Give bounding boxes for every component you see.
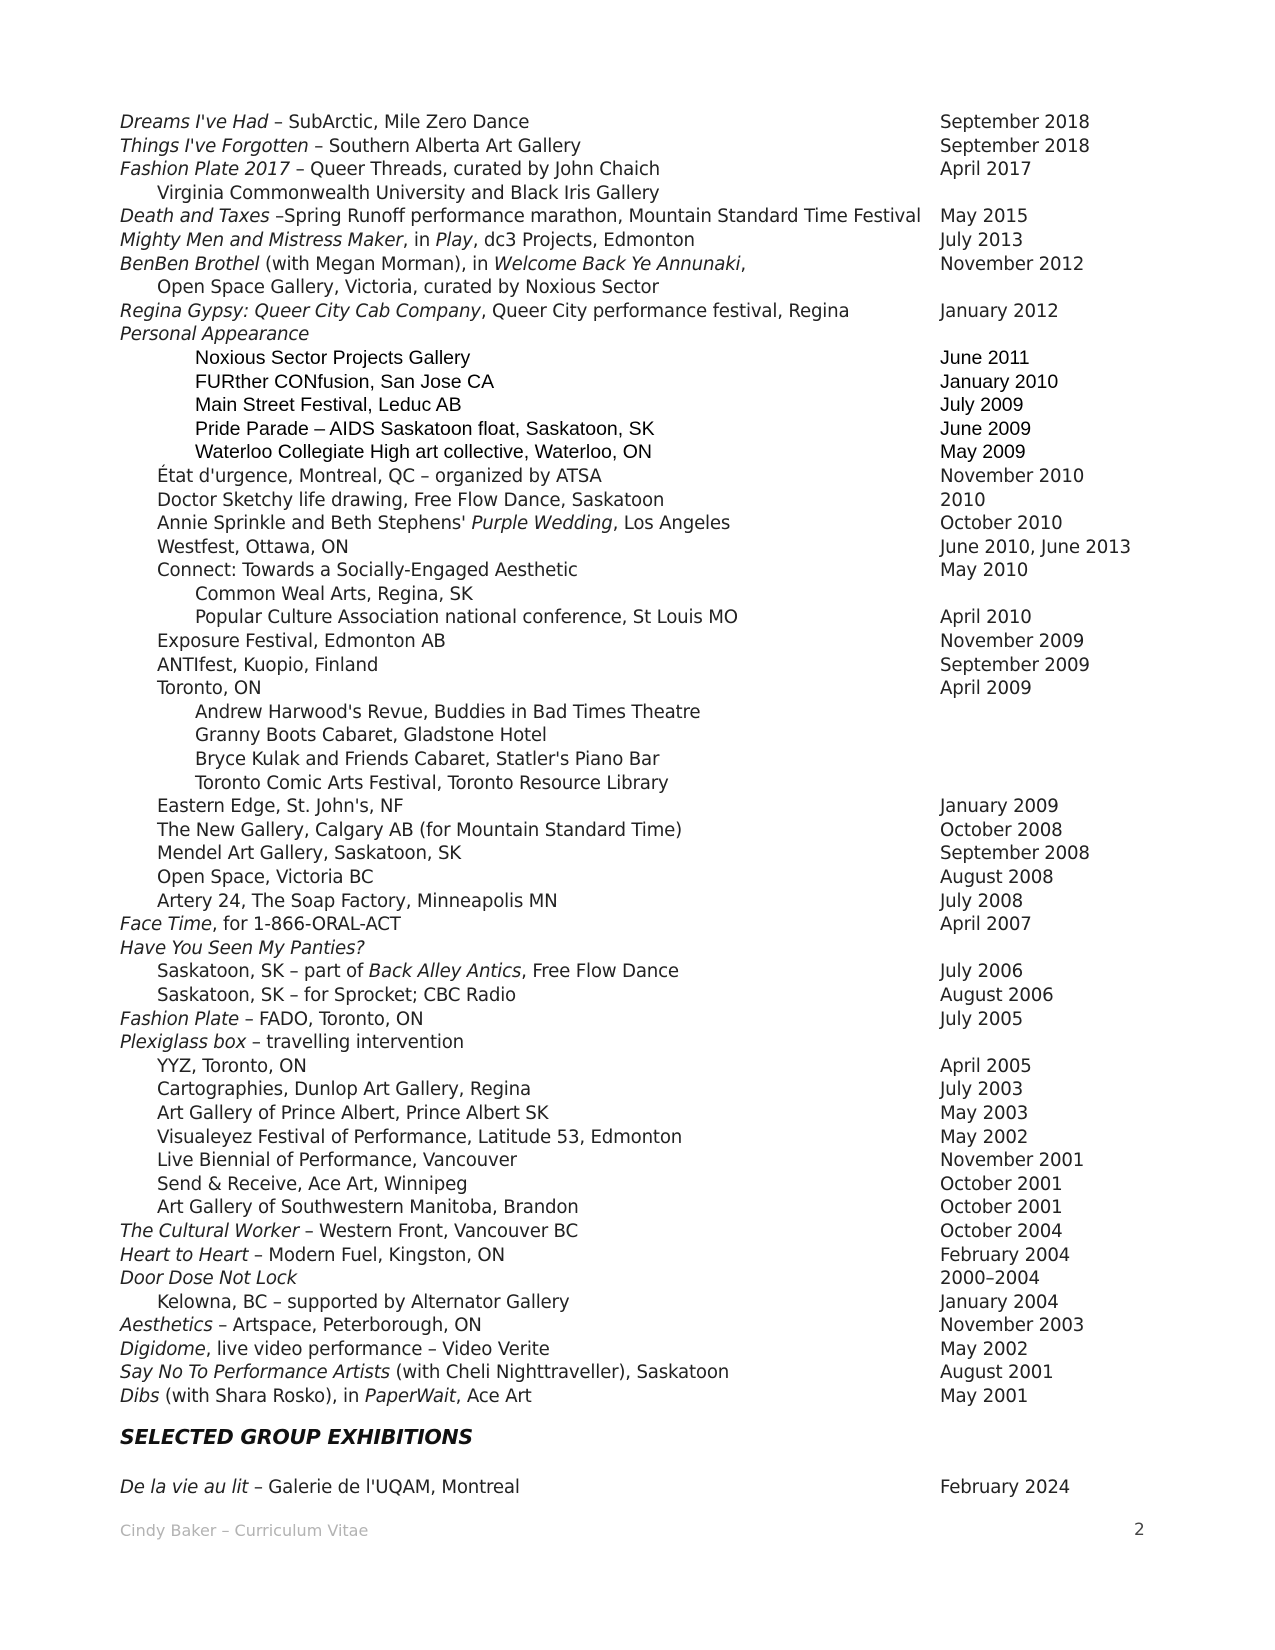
list-item (120, 1173, 1180, 1197)
entry-title-part: , Los Angeles (612, 513, 731, 535)
list-item (120, 819, 1180, 843)
entry-title (157, 1126, 682, 1150)
entry-date: October 2008 (940, 819, 1063, 841)
entry-title (157, 1291, 569, 1315)
list-item (120, 1031, 1180, 1055)
entry-title (195, 418, 655, 442)
entry-title-italic-part: Purple Wedding (471, 513, 613, 535)
entry-date: June 2011 (940, 346, 1030, 369)
entry-title-part: , Queer City performance festival, Regina (480, 300, 850, 322)
entry-title-italic-part: Fashion Plate 2017 (120, 159, 291, 181)
entry-title (195, 583, 473, 607)
entry-title-part: Noxious Sector Projects Gallery (195, 346, 471, 369)
entry-title-part: – Artspace, Peterborough, ON (212, 1315, 482, 1337)
entry-title-part: – Southern Alberta Art Gallery (308, 135, 581, 157)
entry-title-italic-part: The Cultural Worker (120, 1220, 299, 1242)
entry-title-italic-part: Death and Taxes (120, 206, 270, 228)
entry-title (195, 606, 738, 630)
list-item (120, 1244, 1180, 1268)
entry-title-part: Virginia Commonwealth University and Black Iris Gallery (157, 182, 660, 204)
entry-title-part: , for 1-866-ORAL-ACT (211, 914, 401, 936)
entry-title-part: Open Space, Victoria BC (157, 867, 374, 888)
entry-title (195, 394, 462, 418)
entry-title-part: Westfest, Ottawa, ON (157, 536, 349, 558)
entry-title-italic-part: Aesthetics (120, 1315, 213, 1337)
entry-title-part: Visualeyez Festival of Performance, Latitude 53, Edmonton (157, 1126, 683, 1148)
performance-list (120, 111, 1180, 1409)
entry-title-italic-part: PaperWait (364, 1386, 456, 1408)
entry-title-part: FURther CONfusion, San Jose CA (195, 370, 495, 393)
entry-title-part: Eastern Edge, St. John's, NF (157, 796, 404, 818)
entry-title-part: ANTIfest, Kuopio, Finland (157, 654, 379, 676)
entry-date: November 2012 (940, 253, 1085, 275)
entry-title (120, 1338, 550, 1362)
entry-title (120, 1476, 520, 1500)
entry-title-part: Artery 24, The Soap Factory, Minneapolis MN (157, 890, 558, 912)
entry-title-part: Saskatoon, SK – for Sprocket; CBC Radio (157, 984, 516, 1006)
list-item (120, 1008, 1180, 1032)
list-item (120, 1149, 1180, 1173)
list-item (120, 960, 1180, 984)
entry-date: July 2005 (940, 1008, 1023, 1030)
entry-title-part: Bryce Kulak and Friends Cabaret, Statler's Piano Bar (195, 749, 660, 771)
entry-title (120, 253, 746, 277)
list-item (120, 1102, 1180, 1126)
entry-date: February 2004 (940, 1244, 1071, 1266)
entry-title (120, 1220, 578, 1244)
list-item (120, 1267, 1180, 1291)
entry-title (120, 158, 660, 182)
entry-title-part: – FADO, Toronto, ON (239, 1008, 424, 1030)
entry-title (157, 842, 461, 866)
entry-date: 2000–2004 (940, 1268, 1040, 1290)
list-item (120, 606, 1180, 630)
entry-title-part: Art Gallery of Prince Albert, Prince Albert SK (157, 1102, 549, 1124)
entry-date: May 2009 (940, 441, 1026, 464)
entry-date: August 2001 (940, 1362, 1054, 1384)
entry-date: February 2024 (940, 1477, 1071, 1498)
entry-title-italic-part: Digidome (120, 1338, 206, 1360)
entry-title (157, 866, 373, 890)
entry-title (157, 1196, 579, 1220)
list-item (120, 701, 1180, 725)
entry-title-part: – Western Front, Vancouver BC (299, 1220, 579, 1242)
entry-title (120, 300, 849, 324)
list-item (120, 418, 1180, 442)
list-item (120, 630, 1180, 654)
entry-title-italic-part: BenBen Brothel (120, 253, 260, 275)
entry-title (157, 1149, 517, 1173)
entry-title (157, 489, 664, 513)
entry-title-part: Mendel Art Gallery, Saskatoon, SK (157, 843, 462, 865)
entry-date: August 2006 (940, 984, 1054, 1006)
list-item (120, 158, 1180, 182)
entry-title (157, 465, 602, 489)
entry-date: July 2013 (940, 229, 1023, 251)
entry-title-part: Granny Boots Cabaret, Gladstone Hotel (195, 725, 547, 747)
entry-title (120, 229, 695, 253)
entry-title-part: Exposure Festival, Edmonton AB (157, 631, 446, 653)
entry-title (157, 276, 659, 300)
entry-title-part: (with Megan Morman), in (259, 253, 494, 275)
list-item (120, 1078, 1180, 1102)
entry-title-part: Andrew Harwood's Revue, Buddies in Bad Times Theatre (195, 701, 701, 723)
entry-title-part: , live video performance – Video Verite (205, 1338, 550, 1360)
list-item (120, 1291, 1180, 1315)
entry-date: May 2010 (940, 560, 1029, 582)
entry-title-part: État d'urgence, Montreal, QC – organized by ATSA (157, 465, 602, 487)
entry-title (120, 135, 581, 159)
entry-date: November 2010 (940, 465, 1085, 487)
entry-title (157, 890, 558, 914)
entry-date: May 2003 (940, 1102, 1029, 1124)
entry-title-part: Open Space Gallery, Victoria, curated by Noxious Sector (157, 277, 659, 299)
entry-title-part: Cartographies, Dunlop Art Gallery, Regina (157, 1079, 531, 1101)
entry-title-part: (with Shara Rosko), in (159, 1386, 365, 1408)
entry-title-italic-part: Door Dose Not Lock (120, 1268, 297, 1290)
list-item (120, 559, 1180, 583)
entry-title (157, 559, 578, 583)
section-heading: SELECTED GROUP EXHIBITIONS (120, 1425, 473, 1449)
entry-title-part: Annie Sprinkle and Beth Stephens' (157, 513, 472, 535)
entry-title (195, 748, 659, 772)
entry-title-part: Doctor Sketchy life drawing, Free Flow Dance, Saskatoon (157, 489, 665, 511)
entry-date: November 2009 (940, 631, 1085, 653)
entry-date: January 2009 (940, 796, 1059, 818)
list-item (120, 984, 1180, 1008)
entry-date: June 2009 (940, 417, 1032, 440)
entry-date: July 2006 (940, 961, 1023, 983)
entry-title (157, 182, 659, 206)
entry-date: May 2001 (940, 1386, 1029, 1408)
entry-title (157, 630, 446, 654)
list-item (120, 1338, 1180, 1362)
entry-title-italic-part: Personal Appearance (120, 324, 310, 346)
list-item (120, 937, 1180, 961)
entry-title-part: Common Weal Arts, Regina, SK (195, 583, 473, 605)
entry-title (120, 1031, 464, 1055)
list-item (120, 1196, 1180, 1220)
entry-date: September 2009 (940, 654, 1090, 676)
entry-date: September 2008 (940, 843, 1090, 865)
entry-title-part: Popular Culture Association national conference, St Louis MO (195, 607, 738, 629)
entry-title-part: – travelling intervention (246, 1032, 465, 1054)
list-item (120, 489, 1180, 513)
entry-title (120, 111, 529, 135)
list-item (120, 182, 1180, 206)
entry-title-italic-part: Say No To Performance Artists (120, 1362, 390, 1384)
entry-date: July 2008 (940, 890, 1023, 912)
list-item (120, 654, 1180, 678)
entry-title-part: Pride Parade – AIDS Saskatoon float, Saskatoon, SK (195, 417, 655, 440)
entry-title (120, 913, 401, 937)
entry-title-italic-part: Regina Gypsy: Queer City Cab Company (120, 300, 481, 322)
entry-date: October 2010 (940, 513, 1063, 535)
entry-title-part: – SubArctic, Mile Zero Dance (268, 112, 530, 133)
entry-title-part: Kelowna, BC – supported by Alternator Gallery (157, 1291, 570, 1313)
entry-title (195, 772, 669, 796)
list-item (120, 842, 1180, 866)
entry-date: August 2008 (940, 867, 1054, 888)
entry-title (120, 1385, 532, 1409)
entry-title-italic-part: Dibs (120, 1386, 160, 1408)
entry-date: 2010 (940, 489, 986, 511)
entry-date: October 2001 (940, 1197, 1063, 1219)
list-item (120, 347, 1180, 371)
entry-title (195, 701, 700, 725)
entry-title-part: , in (402, 229, 436, 251)
list-item (120, 795, 1180, 819)
list-item (120, 772, 1180, 796)
entry-date: September 2018 (940, 135, 1090, 157)
entry-title-part: Main Street Festival, Leduc AB (195, 394, 462, 417)
entry-title (195, 347, 470, 371)
list-item (120, 300, 1180, 324)
list-item (120, 276, 1180, 300)
list-item (120, 253, 1180, 277)
entry-title-italic-part: Welcome Back Ye Annunaki (493, 253, 741, 275)
entry-title-part: Live Biennial of Performance, Vancouver (157, 1150, 517, 1172)
entry-date: October 2004 (940, 1220, 1063, 1242)
entry-title-italic-part: Face Time (120, 914, 212, 936)
entry-date: November 2003 (940, 1315, 1085, 1337)
list-item (120, 205, 1180, 229)
entry-title-part: , Free Flow Dance (521, 961, 679, 983)
entry-date: April 2005 (940, 1055, 1032, 1077)
entry-title (157, 795, 404, 819)
entry-title (157, 1055, 307, 1079)
entry-title-part: Art Gallery of Southwestern Manitoba, Brandon (157, 1197, 579, 1219)
entry-title-italic-part: De la vie au lit (120, 1477, 249, 1498)
entry-title (120, 205, 921, 229)
entry-title (157, 819, 682, 843)
entry-date: October 2001 (940, 1173, 1063, 1195)
list-item (120, 465, 1180, 489)
entry-title-italic-part: Fashion Plate (120, 1008, 239, 1030)
entry-title-part: – Galerie de l'UQAM, Montreal (248, 1477, 520, 1498)
list-item (120, 1314, 1180, 1338)
entry-title (157, 654, 378, 678)
entry-title-part: Connect: Towards a Socially-Engaged Aesthetic (157, 560, 578, 582)
entry-title-italic-part: Have You Seen My Panties? (120, 937, 365, 959)
entry-title-part: , (740, 253, 747, 275)
entry-title (120, 1361, 729, 1385)
entry-title-part: , dc3 Projects, Edmonton (472, 229, 695, 251)
entry-title-part: Waterloo Collegiate High art collective, Waterloo, ON (195, 441, 652, 464)
list-item (120, 536, 1180, 560)
entry-title-italic-part: Heart to Heart (120, 1244, 249, 1266)
entry-date: November 2001 (940, 1150, 1085, 1172)
entry-title (157, 1078, 531, 1102)
entry-date: July 2003 (940, 1079, 1023, 1101)
entry-title-italic-part: Dreams I've Had (120, 112, 269, 133)
footer-document-title: Cindy Baker – Curriculum Vitae (120, 1521, 369, 1540)
list-item (120, 394, 1180, 418)
entry-title-part: , Ace Art (455, 1386, 532, 1408)
entry-title-italic-part: Back Alley Antics (368, 961, 522, 983)
entry-date: July 2009 (940, 394, 1024, 417)
list-item (120, 323, 1180, 347)
list-item (120, 1476, 1180, 1500)
list-item (120, 748, 1180, 772)
list-item (120, 677, 1180, 701)
entry-title-part: – Queer Threads, curated by John Chaich (290, 159, 660, 181)
list-item (120, 1361, 1180, 1385)
entry-title-part: Toronto Comic Arts Festival, Toronto Resource Library (195, 772, 669, 794)
entry-title (157, 960, 679, 984)
list-item (120, 913, 1180, 937)
entry-title (157, 512, 730, 536)
entry-title (120, 1267, 297, 1291)
entry-date: January 2012 (940, 300, 1059, 322)
entry-date: April 2017 (940, 159, 1032, 181)
page-number: 2 (1134, 1520, 1145, 1540)
entry-date: April 2009 (940, 678, 1032, 700)
entry-date: January 2004 (940, 1291, 1059, 1313)
entry-date: January 2010 (940, 370, 1059, 393)
entry-title (157, 1102, 548, 1126)
list-item (120, 1385, 1180, 1409)
list-item (120, 1220, 1180, 1244)
entry-title (120, 1244, 505, 1268)
entry-title (195, 441, 652, 465)
list-item (120, 371, 1180, 395)
entry-title-italic-part: Play (435, 229, 473, 251)
entry-title (120, 1314, 482, 1338)
list-item (120, 111, 1180, 135)
list-item (120, 583, 1180, 607)
entry-date: May 2002 (940, 1126, 1029, 1148)
list-item (120, 1055, 1180, 1079)
entry-title-italic-part: Mighty Men and Mistress Maker (120, 229, 403, 251)
entry-title-part: –Spring Runoff performance marathon, Mountain Standard Time Festival (269, 206, 921, 228)
entry-title-part: Saskatoon, SK – part of (157, 961, 369, 983)
list-item (120, 890, 1180, 914)
entry-date: May 2002 (940, 1338, 1029, 1360)
entry-title-part: The New Gallery, Calgary AB (for Mountain Standard Time) (157, 819, 683, 841)
list-item (120, 1126, 1180, 1150)
entry-title (157, 984, 516, 1008)
entry-date: June 2010, June 2013 (940, 536, 1131, 558)
entry-title (157, 677, 261, 701)
list-item (120, 866, 1180, 890)
entry-title-part: Toronto, ON (157, 678, 262, 700)
entry-title (120, 937, 365, 961)
entry-title (195, 724, 547, 748)
entry-title-italic-part: Things I've Forgotten (120, 135, 309, 157)
list-item (120, 724, 1180, 748)
entry-title (120, 1008, 423, 1032)
entry-title (157, 1173, 467, 1197)
entry-title (120, 323, 309, 347)
group-exhibitions-list (120, 1476, 1180, 1500)
list-item (120, 229, 1180, 253)
entry-title-part: YYZ, Toronto, ON (157, 1055, 307, 1077)
entry-title-italic-part: Plexiglass box (120, 1032, 247, 1054)
entry-title (195, 371, 494, 395)
list-item (120, 441, 1180, 465)
list-item (120, 512, 1180, 536)
entry-date: May 2015 (940, 206, 1029, 228)
entry-date: September 2018 (940, 112, 1090, 133)
entry-title-part: (with Cheli Nighttraveller), Saskatoon (389, 1362, 730, 1384)
entry-date: April 2007 (940, 914, 1032, 936)
entry-title-part: Send & Receive, Ace Art, Winnipeg (157, 1173, 468, 1195)
list-item (120, 135, 1180, 159)
entry-title-part: – Modern Fuel, Kingston, ON (248, 1244, 505, 1266)
entry-date: April 2010 (940, 607, 1032, 629)
entry-title (157, 536, 349, 560)
